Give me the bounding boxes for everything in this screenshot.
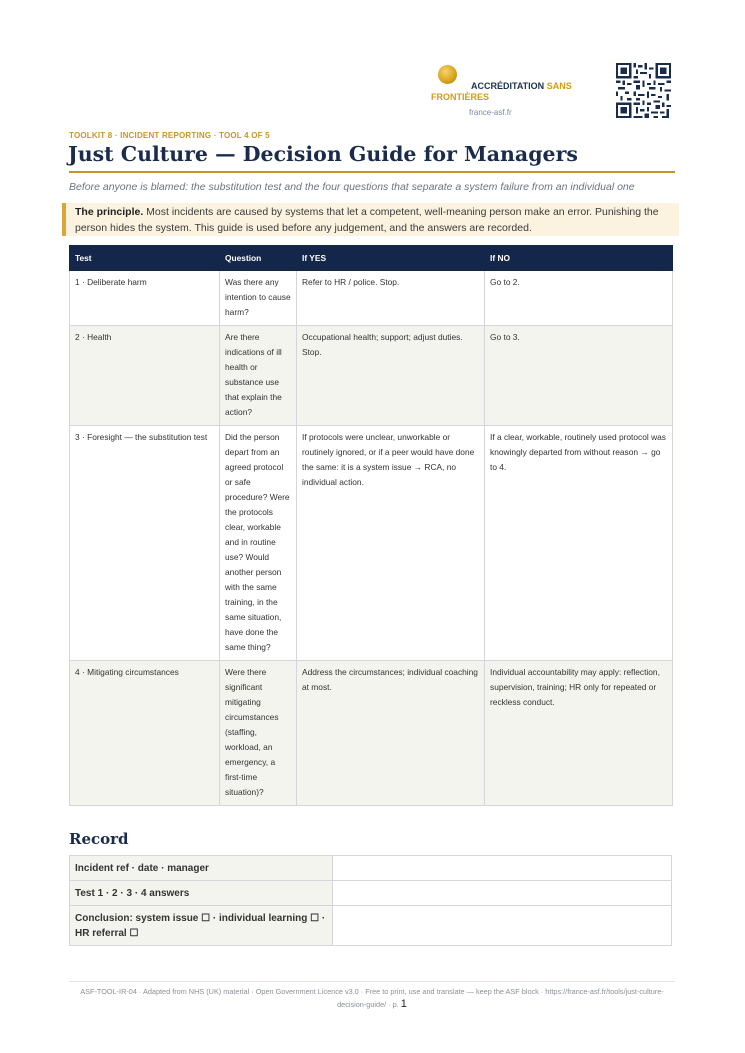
page-subtitle: Before anyone is blamed: the substitution test and the four questions that separate a system failure from an individual one bbox=[69, 181, 635, 193]
if-yes-cell: Address the circumstances; individual coaching at most. bbox=[297, 661, 485, 806]
column-header: If YES bbox=[297, 246, 485, 271]
page-title: Just Culture — Decision Guide for Managers bbox=[68, 142, 578, 166]
column-header: Question bbox=[220, 246, 297, 271]
table-row bbox=[70, 661, 673, 806]
if-yes-cell: If protocols were unclear, unworkable or routinely ignored, or if a peer would have done the same: it is a system issue → RCA, no individual action. bbox=[297, 426, 485, 661]
if-yes-cell: Refer to HR / police. Stop. bbox=[297, 271, 485, 326]
test-cell: 1 · Deliberate harm bbox=[70, 271, 220, 326]
page-footer bbox=[69, 986, 675, 1011]
record-row bbox=[70, 856, 672, 881]
test-cell: 4 · Mitigating circumstances bbox=[70, 661, 220, 806]
table-row bbox=[70, 426, 673, 661]
decision-guide-table bbox=[69, 245, 673, 806]
record-field[interactable] bbox=[333, 881, 672, 906]
toolkit-kicker: TOOLKIT 8 · INCIDENT REPORTING · TOOL 4 OF 5 bbox=[69, 131, 270, 140]
record-field[interactable] bbox=[333, 856, 672, 881]
principle-text: Most incidents are caused by systems that let a competent, well-meaning person make an error. Punishing the person hides the system. This guide is used before any judgement, and the answers are recorded. bbox=[75, 206, 659, 234]
if-no-cell: If a clear, workable, routinely used protocol was knowingly departed from without reason → go to 4. bbox=[485, 426, 673, 661]
record-row bbox=[70, 881, 672, 906]
record-heading: Record bbox=[69, 830, 129, 848]
question-cell: Did the person depart from an agreed protocol or safe procedure? Were the protocols clear, workable and in routine use? Would another person with the same training, in the same situation, have done the same thing? bbox=[220, 426, 297, 661]
record-label: Test 1 · 2 · 3 · 4 answers bbox=[70, 881, 333, 906]
logo-name-part2: SANS FRONTIÈRES bbox=[431, 81, 572, 102]
column-header: If NO bbox=[485, 246, 673, 271]
logo-wordmark bbox=[431, 81, 591, 103]
title-divider bbox=[69, 171, 675, 173]
footer-text: ASF-TOOL-IR-04 · Adapted from NHS (UK) material · Open Government Licence v3.0 · Free to print, use and translate — keep the ASF block · https://france-asf.fr/tools/just-culture-decision-guide/ · p. bbox=[80, 987, 664, 1009]
question-cell: Were there significant mitigating circumstances (staffing, workload, an emergency, a first-time situation)? bbox=[220, 661, 297, 806]
logo-url: france-asf.fr bbox=[469, 108, 512, 117]
page-number: 1 bbox=[400, 998, 407, 1010]
record-table bbox=[69, 855, 672, 946]
question-cell: Was there any intention to cause harm? bbox=[220, 271, 297, 326]
test-cell: 2 · Health bbox=[70, 326, 220, 426]
column-header: Test bbox=[70, 246, 220, 271]
footer-divider bbox=[69, 981, 675, 982]
table-header-row bbox=[70, 246, 673, 271]
question-cell: Are there indications of ill health or substance use that explain the action? bbox=[220, 326, 297, 426]
principle-lead: The principle. bbox=[75, 206, 144, 218]
table-row bbox=[70, 271, 673, 326]
record-label: Incident ref · date · manager bbox=[70, 856, 333, 881]
record-field[interactable] bbox=[333, 906, 672, 946]
record-row bbox=[70, 906, 672, 946]
qr-code-icon bbox=[616, 63, 671, 118]
if-no-cell: Go to 2. bbox=[485, 271, 673, 326]
logo-name-part1: ACCRÉDITATION bbox=[471, 81, 545, 91]
principle-callout bbox=[62, 203, 679, 236]
if-yes-cell: Occupational health; support; adjust duties. Stop. bbox=[297, 326, 485, 426]
if-no-cell: Individual accountability may apply: reflection, supervision, training; HR only for repeated or reckless conduct. bbox=[485, 661, 673, 806]
table-row bbox=[70, 326, 673, 426]
record-label: Conclusion: system issue ☐ · individual learning ☐ · HR referral ☐ bbox=[70, 906, 333, 946]
if-no-cell: Go to 3. bbox=[485, 326, 673, 426]
test-cell: 3 · Foresight — the substitution test bbox=[70, 426, 220, 661]
